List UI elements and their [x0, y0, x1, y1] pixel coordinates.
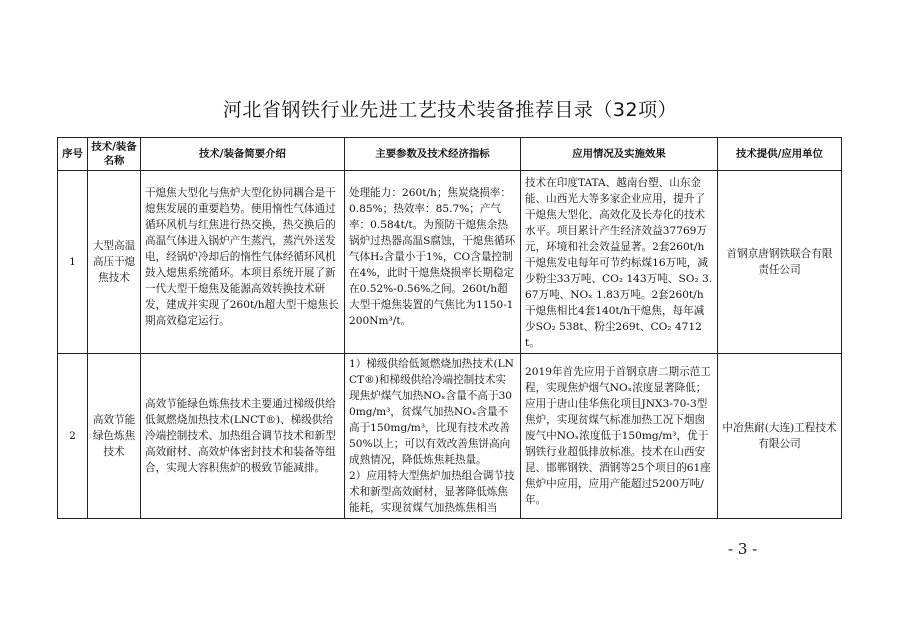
table-row: [58, 354, 842, 519]
technology-name: 高效节能绿色炼焦技术: [88, 354, 141, 519]
header-name: 技术/装备名称: [88, 138, 141, 171]
header-provider: 技术提供/应用单位: [718, 138, 842, 171]
header-intro: 技术/装备简要介绍: [141, 138, 345, 171]
header-no: 序号: [58, 138, 88, 171]
table-row: [58, 171, 842, 354]
technology-intro-text: 干熄焦大型化与焦炉大型化协同耦合是干熄焦发展的重要趋势。使用惰性气体通过循环风机与红焦进行热交换，热交换后的高温气体进入锅炉产生蒸汽，蒸汽外送发电，经锅炉冷却后的惰性气体经循环风机鼓入熄焦系统循环。本项目系统开展了新一代大型干熄焦及能源高效转换技术研发，建成并实现了260t/h超大型干熄焦长期高效稳定运行。: [145, 187, 339, 327]
technology-provider: 中冶焦耐(大连)工程技术有限公司: [718, 354, 842, 519]
header-application: 应用情况及实施效果: [521, 138, 718, 171]
row-number: 1: [58, 171, 88, 354]
technology-application: 2019年首先应用于首钢京唐二期示范工程，实现焦炉烟气NOₓ浓度显著降低；应用于唐山佳华焦化项目JNX3-70-3型焦炉，实现贫煤气标准加热工况下烟囱废气中NOₓ浓度低于150mg/m³，优于钢铁行业超低排放标准。技术在山西安昆、邯郸钢铁、酒钢等25个项目的61座焦炉中应用，应用产能超过5200万吨/年。: [521, 354, 718, 519]
technology-params: [345, 171, 521, 354]
technology-application: [521, 171, 718, 354]
page-title: 河北省钢铁行业先进工艺技术装备推荐目录（32项）: [222, 99, 678, 121]
technology-application-text: 技术在印度TATA、越南台塑、山东金能、山西光大等多家企业应用，提升了干熄焦大型化、高效化及长寿化的技术水平。项目累计产生经济效益37769万元，环境和社会效益显著。2套260t/h干熄焦发电每年可节约标煤16万吨，减少粉尘33万吨、CO₂ 143万吨、SO₂ 3.67万吨、NOₓ 1.83万吨。2套260t/h干熄焦相比4套140t/h干熄焦，每年减少SO₂ 538t、粉尘269t、CO₂ 4712t。: [525, 177, 713, 349]
technology-provider: 首钢京唐钢铁联合有限责任公司: [718, 171, 842, 354]
header-params: 主要参数及技术经济指标: [345, 138, 521, 171]
technology-params: 1）梯级供给低氮燃烧加热技术(LNCT®)和梯级供给冷端控制技术实现焦炉煤气加热NOₓ含量不高于300mg/m³，贫煤气加热NOₓ含量不高于150mg/m³，比现有技术改善50%以上；可以有效改善焦饼高向成熟情况，降低炼焦耗热量。 2）应用特大型焦炉加热组合调节技术和新型高效耐材，显著降低炼焦能耗，实现贫煤气加热炼焦相当: [345, 354, 521, 519]
table-header-row: [58, 138, 842, 171]
technology-intro: 高效节能绿色炼焦技术主要通过梯级供给低氮燃烧加热技术(LNCT®)、梯级供给冷端控制技术、加热组合调节技术和新型高效耐材、高效炉体密封技术和装备等组合，实现大容积焦炉的极致节能减排。: [141, 354, 345, 519]
technology-name: 大型高温高压干熄焦技术: [88, 171, 141, 354]
technology-params-text: 处理能力：260t/h；焦炭烧损率：0.85%；热效率：85.7%；产气率：0.584t/t。为预防干熄焦余热锅炉过热器高温S腐蚀，干熄焦循环气体H₂含量小于1%，CO含量控制在4%，此时干熄焦烧损率长期稳定在0.52%-0.56%之间。260t/h超大型干熄焦装置的气焦比为1150-1200Nm³/t。: [349, 187, 516, 327]
recommendation-table: [57, 137, 842, 519]
row-number: 2: [58, 354, 88, 519]
technology-intro: [141, 171, 345, 354]
page-number: - 3 -: [728, 540, 758, 558]
